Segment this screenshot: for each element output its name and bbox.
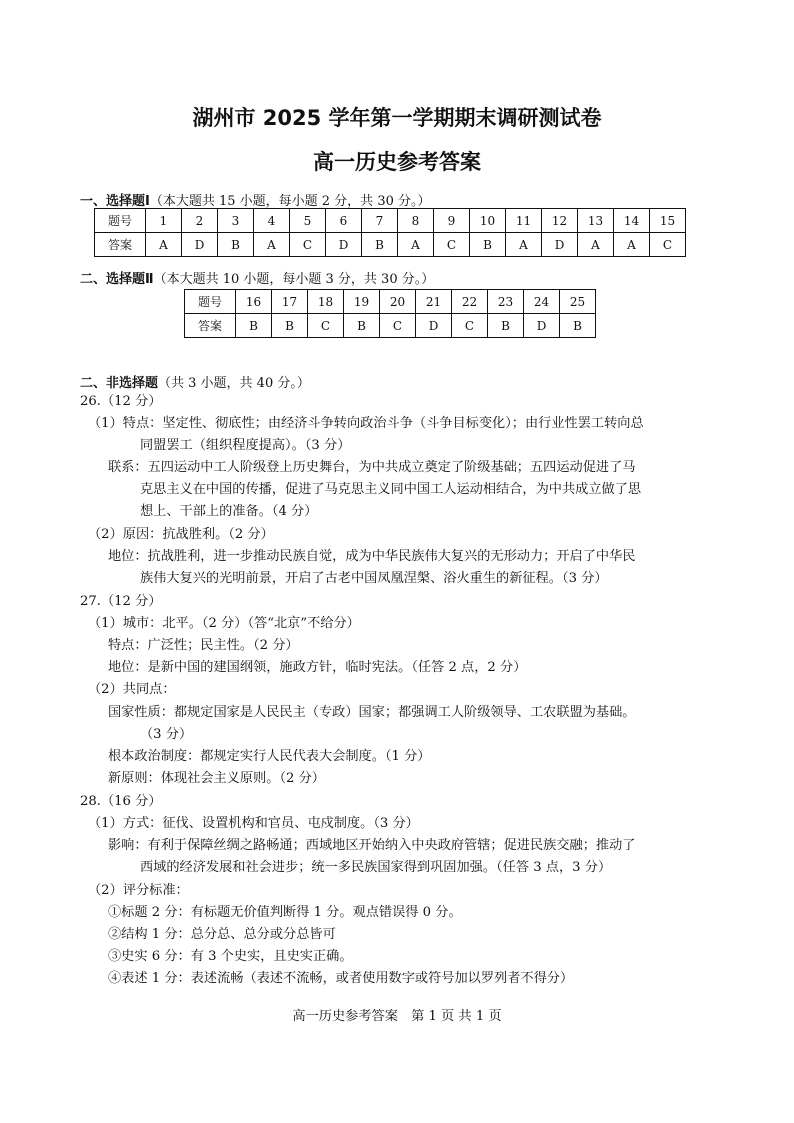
answer-line: （2）原因：抗战胜利。（2 分） xyxy=(88,527,274,542)
table1-number: 10 xyxy=(470,209,506,233)
table2-number: 20 xyxy=(380,290,416,314)
table2-number: 17 xyxy=(272,290,308,314)
document-subtitle: 高一历史参考答案 xyxy=(313,150,481,174)
section3-heading xyxy=(80,372,310,391)
table1-number: 2 xyxy=(182,209,218,233)
answer-line: 国家性质：都规定国家是人民民主（专政）国家；都强调工人阶级领导、工农联盟为基础。 xyxy=(108,705,636,720)
answer-line: 根本政治制度：都规定实行人民代表大会制度。（1 分） xyxy=(108,749,431,764)
table2-answer: C xyxy=(308,314,344,338)
table1-number: 9 xyxy=(434,209,470,233)
answer-line: 新原则：体现社会主义原则。（2 分） xyxy=(108,771,325,786)
answer-line: 同盟罢工（组织程度提高）。（3 分） xyxy=(140,438,351,453)
table2-answer: B xyxy=(488,314,524,338)
answer-line: （2）评分标准： xyxy=(88,883,189,898)
answer-line: （1）特点：坚定性、彻底性；由经济斗争转向政治斗争（斗争目标变化）；由行业性罢工转向总 xyxy=(88,416,644,431)
table2-answer: B xyxy=(272,314,308,338)
answer-line: 西域的经济发展和社会进步；统一多民族国家得到巩固加强。（任答 3 点，3 分） xyxy=(140,860,612,875)
table1-answer: B xyxy=(218,233,254,257)
table1-answer: D xyxy=(326,233,362,257)
table1-number: 14 xyxy=(614,209,650,233)
table1-number: 8 xyxy=(398,209,434,233)
table2-answer: B xyxy=(560,314,596,338)
table2-number-label: 题号 xyxy=(185,290,236,314)
answer-line: 影响：有利于保障丝绸之路畅通；西域地区开始纳入中央政府管辖；促进民族交融；推动了 xyxy=(108,838,636,853)
section1-title: 一、选择题Ⅰ xyxy=(80,194,150,209)
answer-line: ①标题 2 分：有标题无价值判断得 1 分。观点错误得 0 分。 xyxy=(108,905,462,920)
document-title: 湖州市 2025 学年第一学期期末调研测试卷 xyxy=(192,106,602,130)
table1-number: 4 xyxy=(254,209,290,233)
table2-number: 24 xyxy=(524,290,560,314)
table1-number: 3 xyxy=(218,209,254,233)
table1-number: 15 xyxy=(650,209,686,233)
section2-note: （本大题共 10 小题，每小题 3 分，共 30 分。） xyxy=(153,272,435,287)
answer-line: 地位：是新中国的建国纲领，施政方针，临时宪法。（任答 2 点，2 分） xyxy=(108,660,527,675)
table1-answer-row xyxy=(95,233,686,257)
question-26-heading: 26.（12 分） xyxy=(80,394,162,409)
table1-number-row xyxy=(95,209,686,233)
table2-number: 22 xyxy=(452,290,488,314)
table1-answer: C xyxy=(650,233,686,257)
section3-note: （共 3 小题，共 40 分。） xyxy=(158,376,310,391)
answer-line: （3 分） xyxy=(140,727,193,742)
answer-table-2 xyxy=(184,289,596,338)
table1-answer-label: 答案 xyxy=(95,233,146,257)
page-footer: 高一历史参考答案 第 1 页 共 1 页 xyxy=(292,1009,502,1024)
table1-number: 1 xyxy=(146,209,182,233)
answer-line: ④表述 1 分：表述流畅（表述不流畅，或者使用数字或符号加以罗列者不得分） xyxy=(108,971,574,986)
table1-answer: B xyxy=(362,233,398,257)
table1-number-label: 题号 xyxy=(95,209,146,233)
table1-answer: D xyxy=(542,233,578,257)
table2-number: 19 xyxy=(344,290,380,314)
answer-line: ②结构 1 分：总分总、总分或分总皆可 xyxy=(108,927,336,942)
table2-answer: C xyxy=(452,314,488,338)
table2-answer-label: 答案 xyxy=(185,314,236,338)
table1-answer: C xyxy=(290,233,326,257)
answer-line: （1）城市：北平。（2 分）（答“北京”不给分） xyxy=(88,616,360,631)
question-28-heading: 28.（16 分） xyxy=(80,794,162,809)
section1-heading xyxy=(80,190,431,209)
table1-number: 11 xyxy=(506,209,542,233)
table1-number: 6 xyxy=(326,209,362,233)
table2-number: 23 xyxy=(488,290,524,314)
table2-answer: B xyxy=(236,314,272,338)
table2-number: 16 xyxy=(236,290,272,314)
answer-line: 想上、干部上的准备。（4 分） xyxy=(140,504,318,519)
answer-line: 联系：五四运动中工人阶级登上历史舞台，为中共成立奠定了阶级基础；五四运动促进了马 xyxy=(108,460,636,475)
table1-answer: C xyxy=(434,233,470,257)
answer-line: 克思主义在中国的传播，促进了马克思主义同中国工人运动相结合，为中共成立做了思 xyxy=(140,482,642,497)
table2-answer: D xyxy=(524,314,560,338)
answer-line: 地位：抗战胜利，进一步推动民族自觉，成为中华民族伟大复兴的无形动力；开启了中华民 xyxy=(108,549,636,564)
section2-title: 二、选择题Ⅱ xyxy=(80,272,154,287)
table1-answer: A xyxy=(614,233,650,257)
table1-answer: A xyxy=(254,233,290,257)
section3-title: 二、非选择题 xyxy=(80,376,159,391)
table2-answer: C xyxy=(380,314,416,338)
table1-answer: A xyxy=(578,233,614,257)
table1-answer: D xyxy=(182,233,218,257)
answer-line: （2）共同点： xyxy=(88,682,176,697)
answer-line: ③史实 6 分：有 3 个史实，且史实正确。 xyxy=(108,949,353,964)
table2-answer: B xyxy=(344,314,380,338)
section1-note: （本大题共 15 小题，每小题 2 分，共 30 分。） xyxy=(149,194,431,209)
question-27-heading: 27.（12 分） xyxy=(80,594,162,609)
table1-answer: A xyxy=(398,233,434,257)
table1-number: 13 xyxy=(578,209,614,233)
table1-number: 5 xyxy=(290,209,326,233)
table2-answer: D xyxy=(416,314,452,338)
table1-answer: B xyxy=(470,233,506,257)
answer-line: 特点：广泛性；民主性。（2 分） xyxy=(108,638,299,653)
table2-number-row xyxy=(185,290,596,314)
table1-answer: A xyxy=(146,233,182,257)
answer-table-1 xyxy=(94,208,686,257)
section2-heading xyxy=(80,268,434,287)
table1-number: 12 xyxy=(542,209,578,233)
table2-number: 25 xyxy=(560,290,596,314)
answer-line: （1）方式：征伐、设置机构和官员、屯戍制度。（3 分） xyxy=(88,816,419,831)
table2-number: 21 xyxy=(416,290,452,314)
table1-number: 7 xyxy=(362,209,398,233)
table2-number: 18 xyxy=(308,290,344,314)
table2-answer-row xyxy=(185,314,596,338)
table1-answer: A xyxy=(506,233,542,257)
answer-line: 族伟大复兴的光明前景，开启了古老中国凤凰涅槃、浴火重生的新征程。（3 分） xyxy=(140,571,608,586)
